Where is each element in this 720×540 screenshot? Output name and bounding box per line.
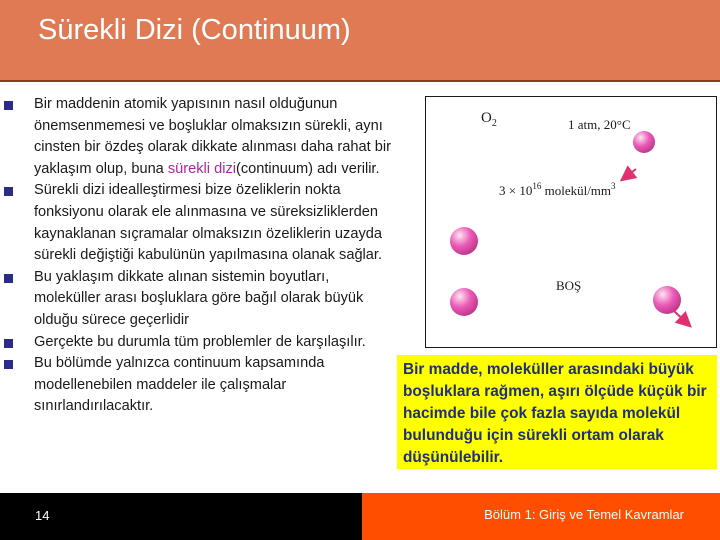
bullet-list xyxy=(4,94,396,418)
title-bar xyxy=(0,0,720,82)
molecule-icon xyxy=(450,227,478,255)
bullet-item xyxy=(4,353,396,418)
highlight-term: sürekli dizi xyxy=(167,160,236,177)
square-bullet-icon xyxy=(4,339,13,348)
molecule-figure xyxy=(425,96,717,348)
bullet-item xyxy=(4,180,396,266)
void-label: BOŞ xyxy=(556,278,582,293)
density-label: $3 \times 10^{16}$ molekül/$mm^3$ xyxy=(499,181,616,198)
footer-left xyxy=(0,493,362,540)
page-number: 14 xyxy=(35,508,50,523)
slide-title: Sürekli Dizi (Continuum) xyxy=(38,14,351,46)
bullet-item xyxy=(4,267,396,332)
bullet-text: Sürekli dizi idealleştirmesi bize özeliklerin nokta fonksiyonu olarak ele alınmasına ve süreksizliklerden kaynaklanan sıçramalar olmaksızın özeliklerin uzayda sürekli değiştiği kabulünün yapılmasına olanak sağlar. xyxy=(34,182,383,264)
conditions-label: 1 atm, 20°C xyxy=(568,117,631,132)
bullet-text: Gerçekte bu durumla tüm problemler de karşılaşılır. xyxy=(34,333,366,350)
bullet-item xyxy=(4,332,396,354)
bullet-text: (continuum) adı verilir. xyxy=(235,160,380,177)
footer-caption: Bölüm 1: Giriş ve Temel Kavramlar xyxy=(484,507,684,522)
molecule-icon xyxy=(633,131,655,153)
gas-label: $O_2$ xyxy=(481,110,497,129)
square-bullet-icon xyxy=(4,187,13,196)
square-bullet-icon xyxy=(4,360,13,369)
square-bullet-icon xyxy=(4,101,13,110)
velocity-arrow-icon xyxy=(623,169,636,179)
bullet-text: Bu yaklaşım dikkate alınan sistemin boyutları, moleküller arası boşluklara göre bağıl olarak büyük olduğu sürece geçerlidir xyxy=(34,268,364,328)
molecule-diagram xyxy=(426,97,715,346)
bullet-text: Bir maddenin atomik yapısının nasıl olduğunun önemsenmemesi ve boşluklar olmaksızın sürekli, aynı cinsten bir özdeş olarak dikkate alınması daha rahat bir yaklaşım olup, buna xyxy=(34,96,391,177)
bullet-item xyxy=(4,94,396,180)
velocity-arrow-icon xyxy=(674,311,689,325)
bullet-text: Bu bölümde yalnızca continuum kapsamında modellenebilen maddeler ile çalışmalar sınırlandırılacaktır. xyxy=(34,355,325,415)
molecule-icon xyxy=(653,286,681,314)
callout-box: Bir madde, moleküller arasındaki büyük boşluklara rağmen, aşırı ölçüde küçük bir hacimde bile çok fazla sayıda molekül bulunduğu için sürekli ortam olarak düşünülebilir. xyxy=(397,355,717,469)
molecule-icon xyxy=(450,288,478,316)
footer-right xyxy=(362,493,720,540)
square-bullet-icon xyxy=(4,274,13,283)
